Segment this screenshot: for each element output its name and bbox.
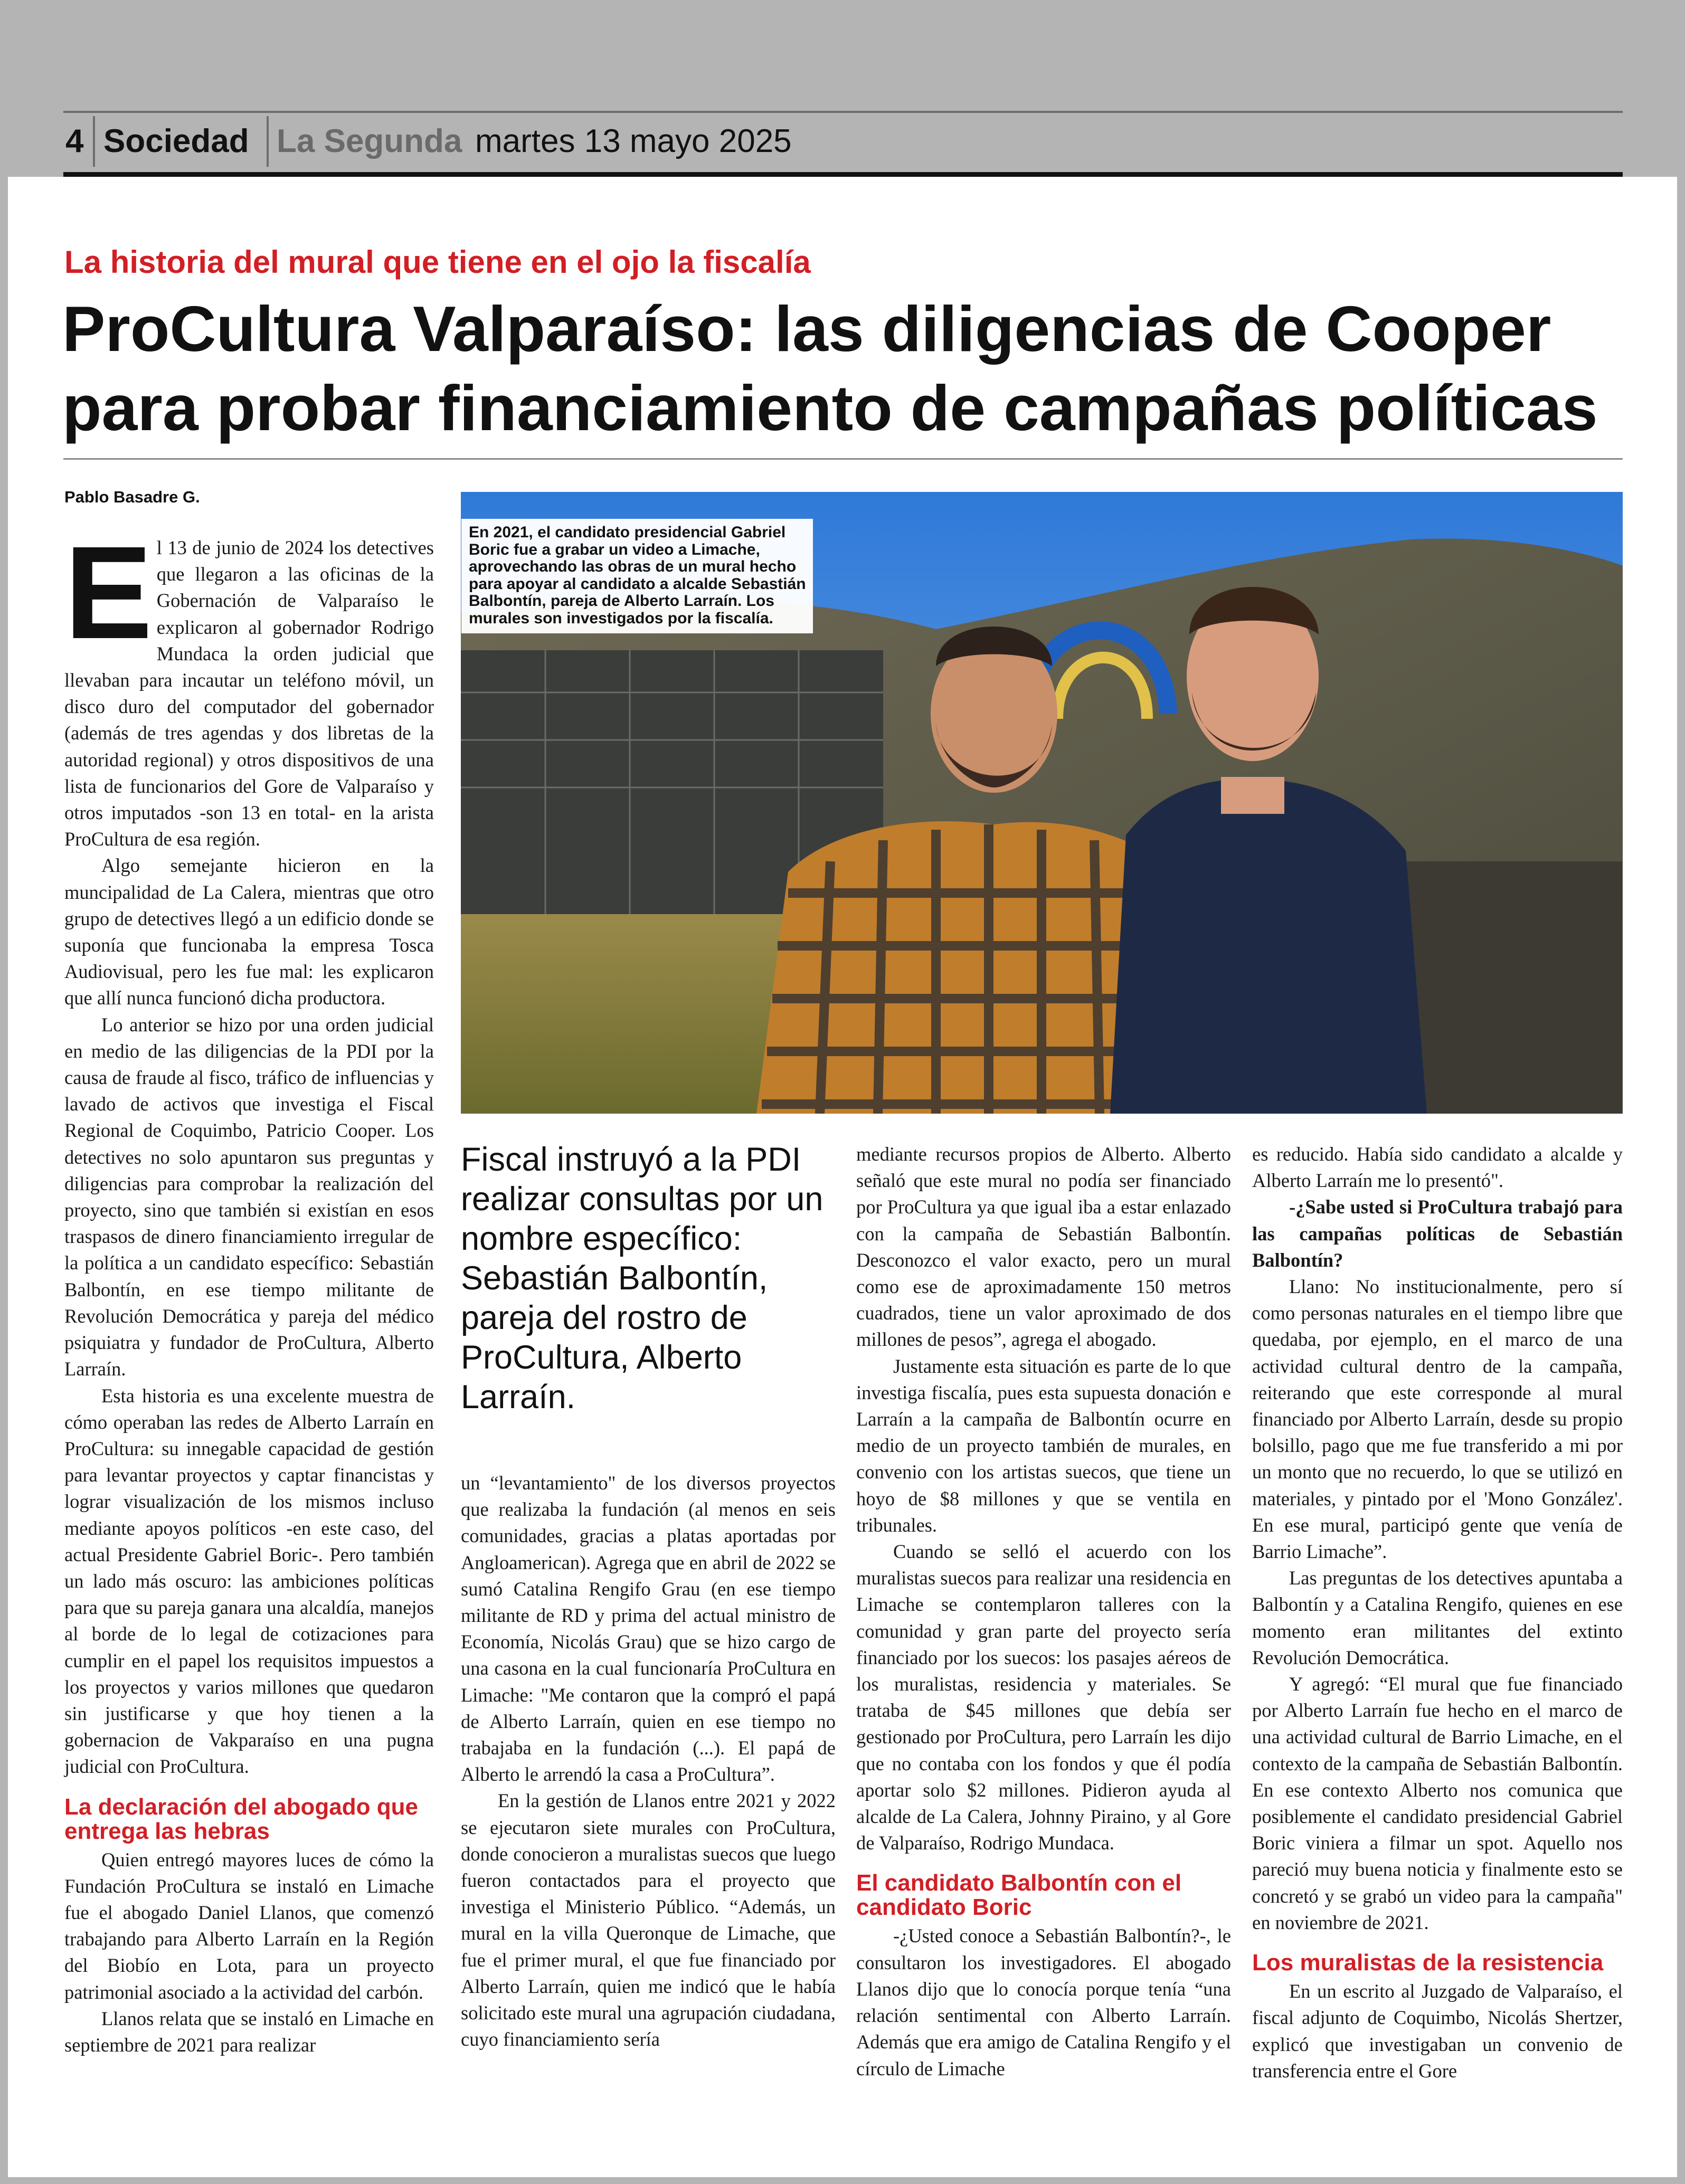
paragraph: Cuando se selló el acuerdo con los muralistas suecos para realizar una residencia en Limache se contemplaron talleres con la comunidad y gran parte del proyecto sería financiado por los suecos: los pasajes aéreos de los muralistas, residencia y materiales. Se trataba de $45 millones que debía ser gestionado por ProCultura, pero Larraín les dijo que no contaba con los fondos y que él podía aportar solo $2 millones. Pidieron ayuda al alcalde de La Calera, Johnny Piraino, y al Gore de Valparaíso, Rodrigo Mundaca. bbox=[856, 1541, 1231, 1854]
header-separator bbox=[93, 116, 95, 167]
byline: Pablo Basadre G. bbox=[64, 488, 200, 506]
paragraph: -¿Usted conoce a Sebastián Balbontín?-, le consultaron los investigadores. El abogado Llanos dijo que lo conocía porque tenía “una relación sentimental con Alberto Larraín. Además que era amigo de Catalina Rengifo y el círculo de Limache bbox=[856, 1925, 1231, 2079]
subheading: El candidato Balbontín con el candidato Boric bbox=[856, 1870, 1182, 1921]
section-name: Sociedad bbox=[103, 123, 249, 159]
column-2 bbox=[461, 1470, 836, 2053]
column-4 bbox=[1252, 1141, 1623, 2084]
kicker: La historia del mural que tiene en el ojo la fiscalía bbox=[64, 244, 811, 280]
newspaper-name: La Segunda bbox=[277, 123, 462, 159]
paragraph: Llanos relata que se instaló en Limache en septiembre de 2021 para realizar bbox=[64, 2007, 434, 2056]
issue-date: martes 13 mayo 2025 bbox=[475, 123, 792, 159]
paragraph: Quien entregó mayores luces de cómo la Fundación ProCultura se instaló en Limache fue el abogado Daniel Llanos, que comenzó trabajando para Alberto Larraín en la Región del Biobío en Lota, para un proyecto patrimonial asociado a la actividad del carbón. bbox=[64, 1848, 434, 2003]
subheading: La declaración del abogado que entrega las hebras bbox=[64, 1793, 418, 1844]
paragraph: Y agregó: “El mural que fue financiado por Alberto Larraín fue hecho en el marco de una actividad cultural de Barrio Limache, en el contexto de la campaña de Sebastián Balbontín. En ese contexto Alberto nos comunica que posiblemente el candidato presidencial Gabriel Boric viniera a filmar un spot. Aquello nos pareció muy buena noticia y finalmente esto se concretó y se grabó un video para la campaña" en noviembre de 2021. bbox=[1252, 1673, 1623, 1933]
drop-cap: E bbox=[64, 519, 153, 666]
paragraph: mediante recursos propios de Alberto. Alberto señaló que este mural no podía ser financiado por ProCultura ya que igual iba a estar enlazado con la campaña de Sebastián Balbontín. Desconozco el valor exacto, pero un mural como ese de aproximadamente 150 metros cuadrados, tiene un valor aproximado de dos millones de pesos”, agrega el abogado. bbox=[856, 1143, 1231, 1351]
headline: ProCultura Valparaíso: las diligencias de Cooper para probar financiamiento de campañas políticas bbox=[62, 293, 1598, 444]
photo-caption: En 2021, el candidato presidencial Gabriel Boric fue a grabar un video a Limache, aprovechando las obras de un mural hecho para apoyar al candidato a alcalde Sebastián Balbontín, pareja de Alberto Larraín. Los murales son investigados por la fiscalía. bbox=[461, 519, 813, 633]
headline-rule bbox=[63, 458, 1623, 460]
header-bottom-rule bbox=[63, 172, 1623, 177]
paragraph: Esta historia es una excelente muestra de cómo operaban las redes de Alberto Larraín en ProCultura: su innegable capacidad de gestión para levantar proyectos y captar financistas y lograr visualización de los mismos incluso mediante apoyos políticos -en este caso, del actual Presidente Gabriel Boric-. Pero también un lado más oscuro: las ambiciones políticas para que su pareja ganara una alcaldía, manejos al borde de lo legal de cotizaciones para cumplir en el papel los requisitos impuestos a los proyectos y varios millones que quedaron sin justificarse y que hoy tienen a la gobernacion de Vakparaíso en una pugna judicial con ProCultura. bbox=[64, 1384, 434, 1778]
paragraph: l 13 de junio de 2024 los detectives que llegaron a las oficinas de la Gobernación de Valparaíso le explicaron al gobernador Rodrigo Mundaca la orden judicial que llevaban para incautar un teléfono móvil, un disco duro del computador del gobernador (además de tres agendas y dos libretas de la autoridad regional) y otros dispositivos de una lista de funcionarios del Gore de Valparaíso y otros imputados -son 13 en total- en la arista ProCultura de esa región. bbox=[64, 537, 434, 850]
pull-quote: Fiscal instruyó a la PDI realizar consultas por un nombre específico: Sebastián Balbontín, pareja del rostro de ProCultura, Alberto Larraín. bbox=[461, 1141, 823, 1416]
paragraph: Algo semejante hicieron en la muncipalidad de La Calera, mientras que otro grupo de detectives llegó a un edificio donde se suponía que funcionaba la empresa Tosca Audiovisual, pero les fue mal: les explicaron que allí nunca funcionó dicha productora. bbox=[64, 854, 434, 1009]
paragraph: En la gestión de Llanos entre 2021 y 2022 se ejecutaron siete murales con ProCultura, donde conocieron a muralistas suecos que luego fueron contactados para el proyecto que investiga el Ministerio Público. “Además, un mural en la villa Queronque de Limache, que fue el primer mural, el que fue financiado por Alberto Larraín, quien me indicó que le había solicitado este mural una agrupación ciudadana, cuyo financiamiento sería bbox=[461, 1790, 836, 2050]
column-3 bbox=[856, 1141, 1231, 2082]
paragraph: Llano: No institucionalmente, pero sí como personas naturales en el tiempo libre que quedaba, por ejemplo, en el marco de una actividad cultural dentro de la campaña, reiterando que este corresponde al mural financiado por Alberto Larraín, desde su propio bolsillo, pago que me fue transferido a mi por un monto que no recuerdo, lo que se utilizó en materiales, y pintado por el 'Mono González'. En ese mural, participó gente que venía de Barrio Limache”. bbox=[1252, 1276, 1623, 1563]
paragraph: un “levantamiento" de los diversos proyectos que realizaba la fundación (al menos en seis comunidades, gracias a platas aportadas por Angloamerican). Agrega que en abril de 2022 se sumó Catalina Rengifo Grau (en ese tiempo militante de RD y prima del actual ministro de Economía, Nicolás Grau) que se hizo cargo de una casona en la cual funcionaría ProCultura en Limache: "Me contaron que la compró el papá de Alberto Larraín, quien en ese tiempo no trabajaba en la fundación (...). El papá de Alberto le arrendó la casa a ProCultura”. bbox=[461, 1472, 836, 1786]
paragraph: Justamente esta situación es parte de lo que investiga fiscalía, pues esta supuesta donación e Larraín a la campaña de Balbontín ocurre en medio de un proyecto también de murales, en convenio con los artistas suecos, que tiene un hoyo de $8 millones y que se ventila en tribunales. bbox=[856, 1355, 1231, 1536]
header-separator bbox=[267, 116, 269, 167]
paragraph: Lo anterior se hizo por una orden judicial en medio de las diligencias de la PDI por la causa de fraude al fisco, tráfico de influencias y lavado de activos que investiga el Fiscal Regional de Coquimbo, Patricio Cooper. Los detectives no solo apuntaron sus preguntas y diligencias para comprobar la realización del proyecto, sino que también si existían en esos traspasos de dinero financiamiento irregular de la política a un candidato específico: Sebastián Balbontín, en ese tiempo militante de Revolución Democrática y pareja del médico psiquiatra y fundador de ProCultura, Alberto Larraín. bbox=[64, 1013, 434, 1380]
paragraph: Las preguntas de los detectives apuntaba a Balbontín y a Catalina Rengifo, quienes en ese momento eran militantes del extinto Revolución Democrática. bbox=[1252, 1567, 1623, 1668]
header-top-rule bbox=[63, 111, 1623, 113]
paragraph: En un escrito al Juzgado de Valparaíso, el fiscal adjunto de Coquimbo, Nicolás Shertzer, explicó que investigaban un convenio de transferencia entre el Gore bbox=[1252, 1980, 1623, 2082]
question: -¿Sabe usted si ProCultura trabajó para las campañas políticas de Sebastián Balbontín? bbox=[1252, 1196, 1623, 1271]
subheading: Los muralistas de la resistencia bbox=[1252, 1950, 1604, 1976]
paragraph: es reducido. Había sido candidato a alcalde y Alberto Larraín me lo presentó". bbox=[1252, 1143, 1623, 1192]
column-1 bbox=[64, 519, 434, 2058]
page-number: 4 bbox=[65, 123, 84, 159]
